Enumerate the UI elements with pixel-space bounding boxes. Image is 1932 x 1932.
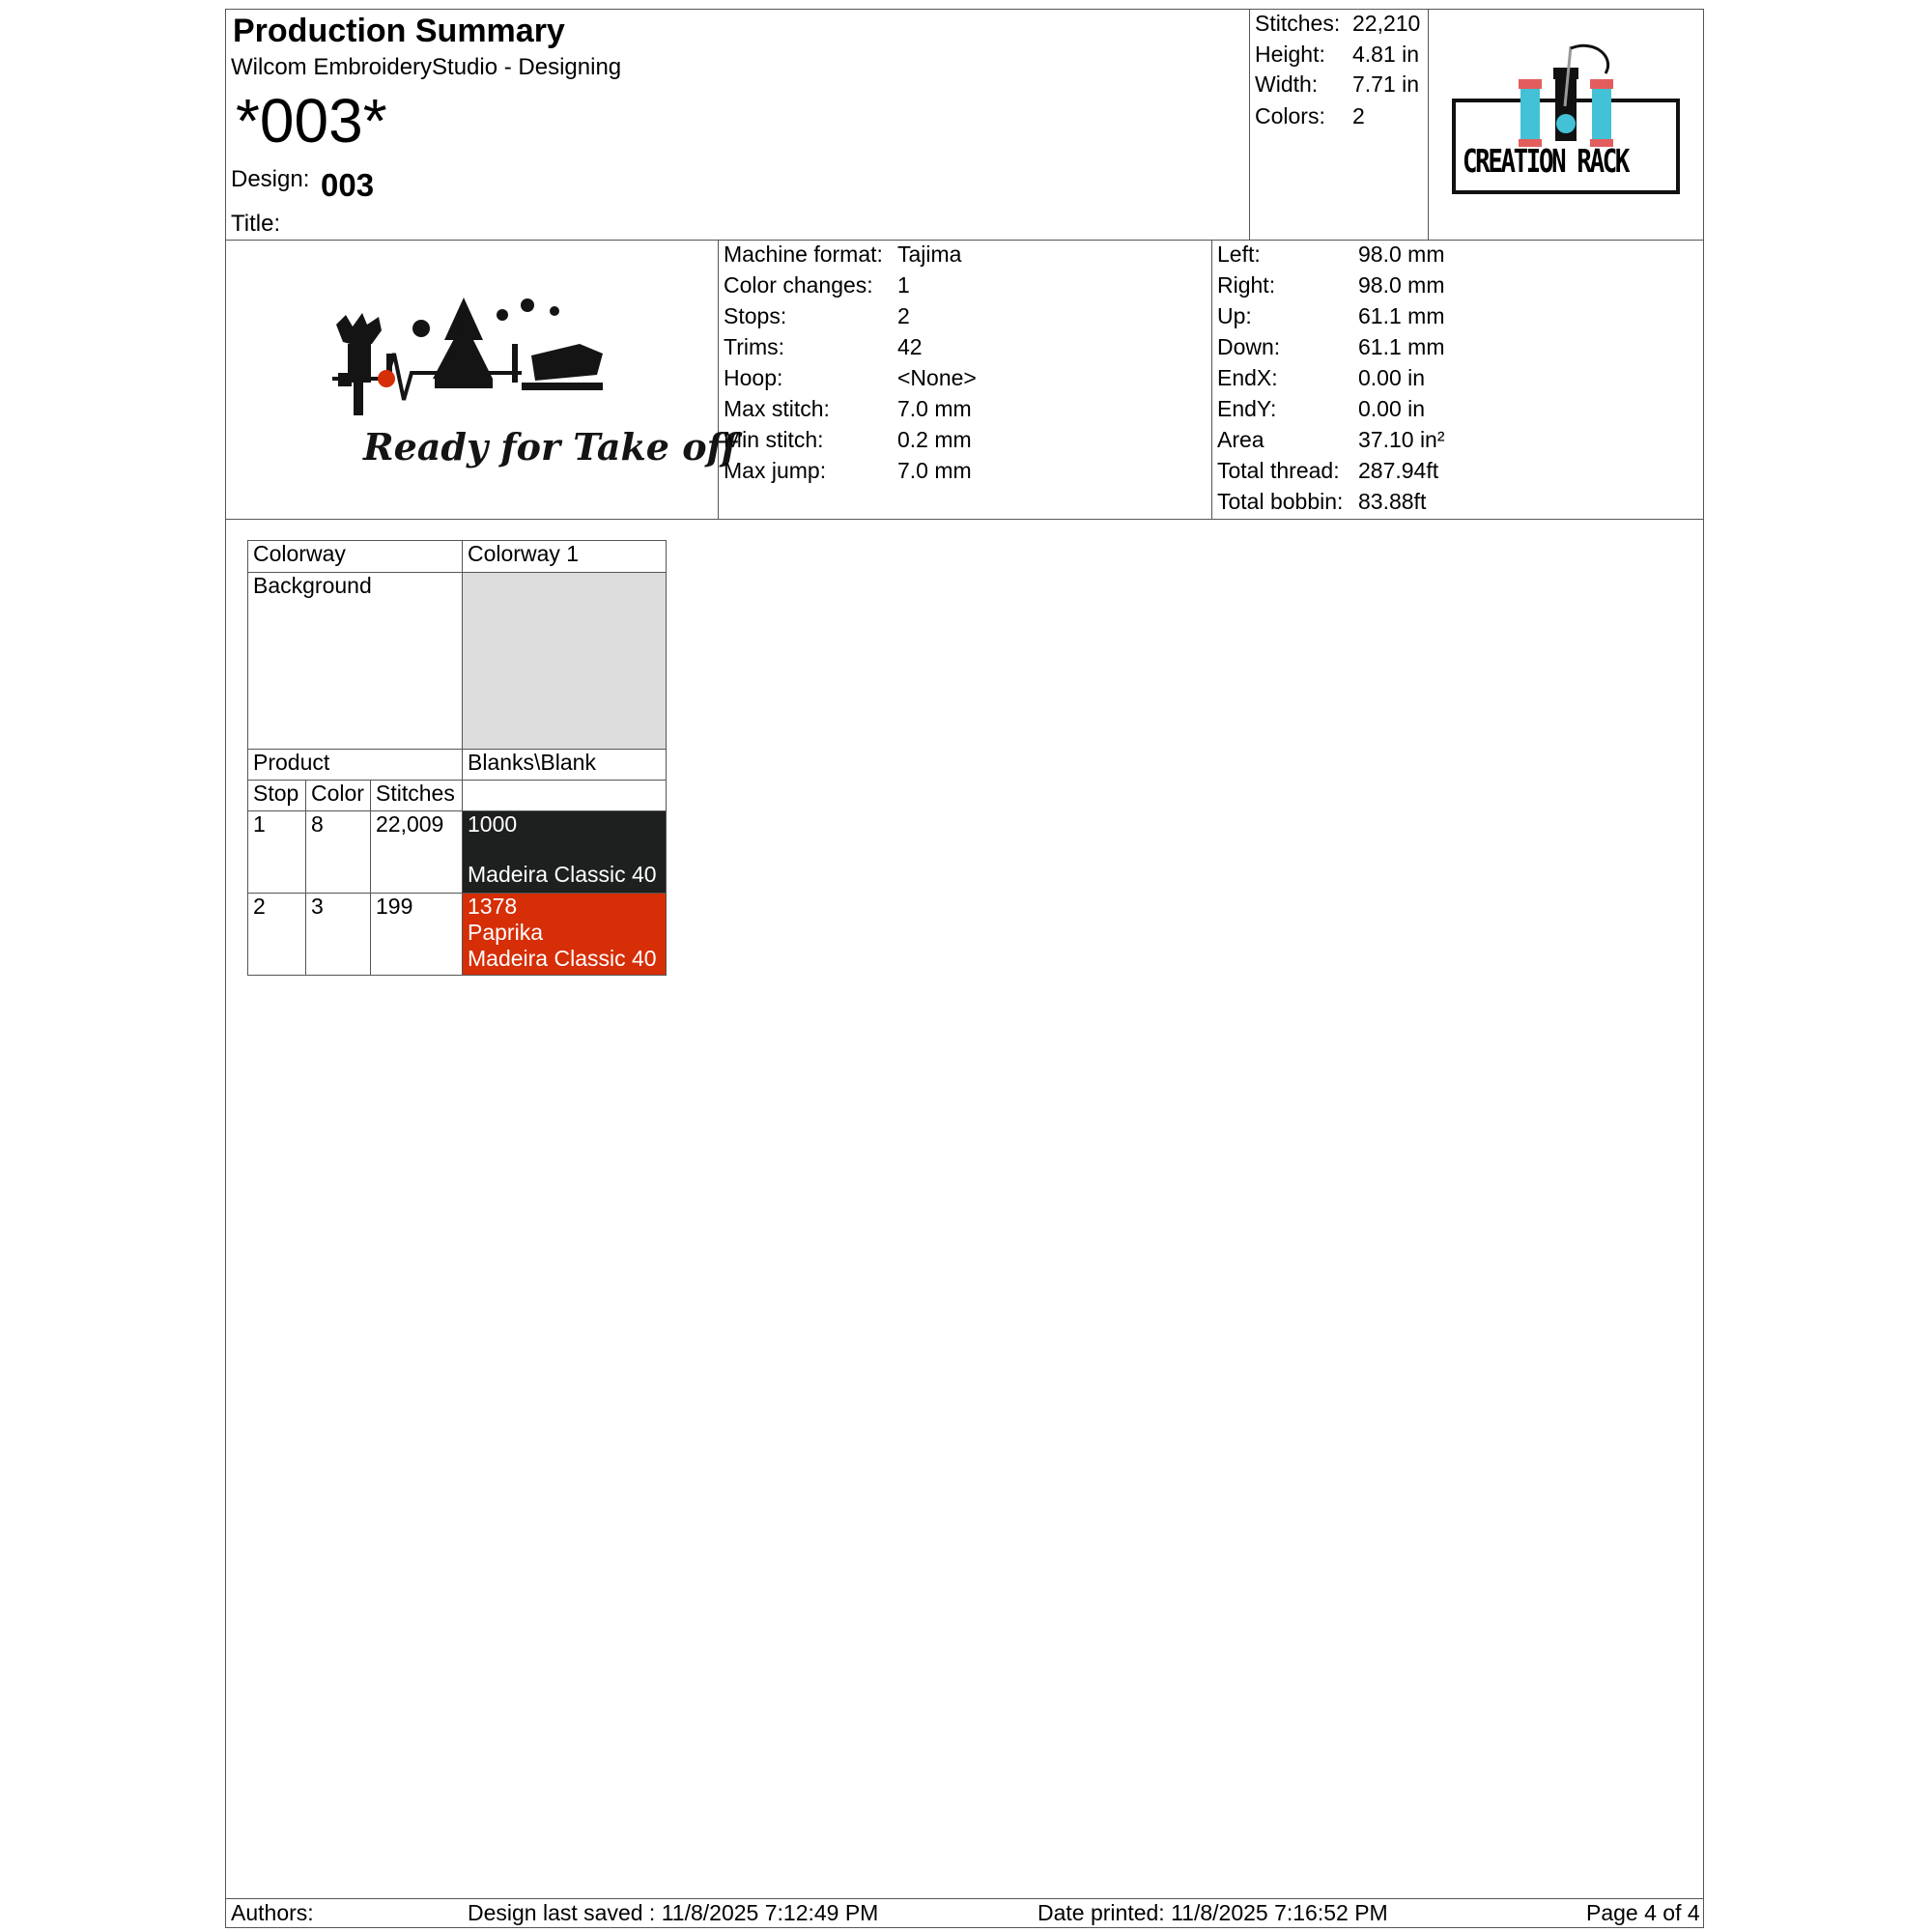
height-value: 4.81 in <box>1352 42 1420 67</box>
machine-field-value: Tajima <box>897 242 962 267</box>
software-name: Wilcom EmbroideryStudio - Designing <box>231 54 622 80</box>
footer-date-printed: Date printed: 11/8/2025 7:16:52 PM <box>1037 1900 1388 1925</box>
creation-rack-logo <box>1451 39 1681 198</box>
footer-last-saved: Design last saved : 11/8/2025 7:12:49 PM <box>468 1900 879 1925</box>
stop-cell: 1 <box>248 811 306 894</box>
machine-field-label: Trims: <box>724 334 785 359</box>
stitches-header: Stitches <box>371 781 463 811</box>
extent-field-label: Down: <box>1217 334 1281 359</box>
extent-field-value: 0.00 in <box>1358 365 1426 390</box>
color-cell: 3 <box>306 894 371 976</box>
table-row <box>248 811 667 894</box>
thread-code: 1000 <box>468 811 518 837</box>
height-label: Height: <box>1255 42 1325 67</box>
machine-field-value: 7.0 mm <box>897 458 972 483</box>
width-value: 7.71 in <box>1352 71 1420 97</box>
machine-field-label: Min stitch: <box>724 427 824 452</box>
summary-divider-left <box>1249 9 1250 240</box>
machine-field-label: Stops: <box>724 303 787 328</box>
machine-field-value: 7.0 mm <box>897 396 972 421</box>
stitches-cell: 199 <box>371 894 463 976</box>
machine-field-value: 2 <box>897 303 910 328</box>
machine-field-label: Max stitch: <box>724 396 830 421</box>
extent-field-value: 0.00 in <box>1358 396 1426 421</box>
colors-value: 2 <box>1352 103 1365 128</box>
extent-field-label: Area <box>1217 427 1264 452</box>
extent-field-value: 61.1 mm <box>1358 303 1445 328</box>
product-value: Blanks\Blank <box>463 750 667 781</box>
extent-field-value: 287.94ft <box>1358 458 1439 483</box>
colorway-label: Colorway <box>248 541 463 573</box>
thread-name: Paprika <box>468 920 543 945</box>
stitches-value: 22,210 <box>1352 11 1421 36</box>
preview-red-nose <box>378 370 395 387</box>
thread-code: 1378 <box>468 894 518 919</box>
thread-name <box>468 838 666 862</box>
design-big-name: *003* <box>236 86 387 156</box>
summary-divider-right <box>1428 9 1429 240</box>
color-header: Color <box>306 781 371 811</box>
stop-cell: 2 <box>248 894 306 976</box>
page-title: Production Summary <box>233 13 565 49</box>
machine-field-label: Color changes: <box>724 272 873 298</box>
header-divider <box>225 240 1704 241</box>
table-row <box>248 894 667 976</box>
machine-field-label: Max jump: <box>724 458 827 483</box>
design-preview <box>328 286 737 469</box>
thread-brand: Madeira Classic 40 <box>468 862 657 887</box>
svg-text:Ready for Take off: Ready for Take off <box>363 425 737 469</box>
embroidery-design-preview-icon <box>328 286 737 469</box>
background-label: Background <box>248 573 463 750</box>
design-value: 003 <box>321 167 375 203</box>
design-label: Design: <box>231 166 310 192</box>
extent-field-label: EndY: <box>1217 396 1277 421</box>
footer-divider <box>225 1898 1704 1899</box>
machine-field-label: Machine format: <box>724 242 883 267</box>
background-swatch <box>463 573 667 750</box>
colors-label: Colors: <box>1255 103 1325 128</box>
machine-field-value: 0.2 mm <box>897 427 972 452</box>
footer-authors: Authors: <box>231 1900 314 1925</box>
stitches-cell: 22,009 <box>371 811 463 894</box>
color-cell: 8 <box>306 811 371 894</box>
extent-field-value: 61.1 mm <box>1358 334 1445 359</box>
extent-field-value: 37.10 in² <box>1358 427 1445 452</box>
stitches-label: Stitches: <box>1255 11 1341 36</box>
extent-field-label: Total thread: <box>1217 458 1340 483</box>
thread-swatch-1 <box>463 811 667 894</box>
extent-field-value: 98.0 mm <box>1358 242 1445 267</box>
extent-field-label: Right: <box>1217 272 1276 298</box>
product-label: Product <box>248 750 463 781</box>
machine-field-value: 1 <box>897 272 910 298</box>
stop-header: Stop <box>248 781 306 811</box>
colorway-table <box>247 540 667 976</box>
details-divider <box>225 519 1704 520</box>
machine-field-value: 42 <box>897 334 923 359</box>
logo-text: CREATION RACK <box>1463 142 1629 180</box>
title-label: Title: <box>231 211 281 237</box>
thread-header <box>463 781 667 811</box>
thread-brand: Madeira Classic 40 <box>468 946 657 971</box>
width-label: Width: <box>1255 71 1319 97</box>
machine-divider <box>1211 240 1212 519</box>
thread-swatch-2 <box>463 894 667 976</box>
extent-field-label: EndX: <box>1217 365 1278 390</box>
extent-field-value: 98.0 mm <box>1358 272 1445 298</box>
extent-field-label: Total bobbin: <box>1217 489 1344 514</box>
colorway-name: Colorway 1 <box>463 541 667 573</box>
extent-field-value: 83.88ft <box>1358 489 1427 514</box>
preview-divider <box>718 240 719 519</box>
machine-field-value: <None> <box>897 365 977 390</box>
machine-field-label: Hoop: <box>724 365 783 390</box>
extent-field-label: Up: <box>1217 303 1252 328</box>
footer-page-number: Page 4 of 4 <box>1586 1900 1700 1925</box>
extent-field-label: Left: <box>1217 242 1261 267</box>
